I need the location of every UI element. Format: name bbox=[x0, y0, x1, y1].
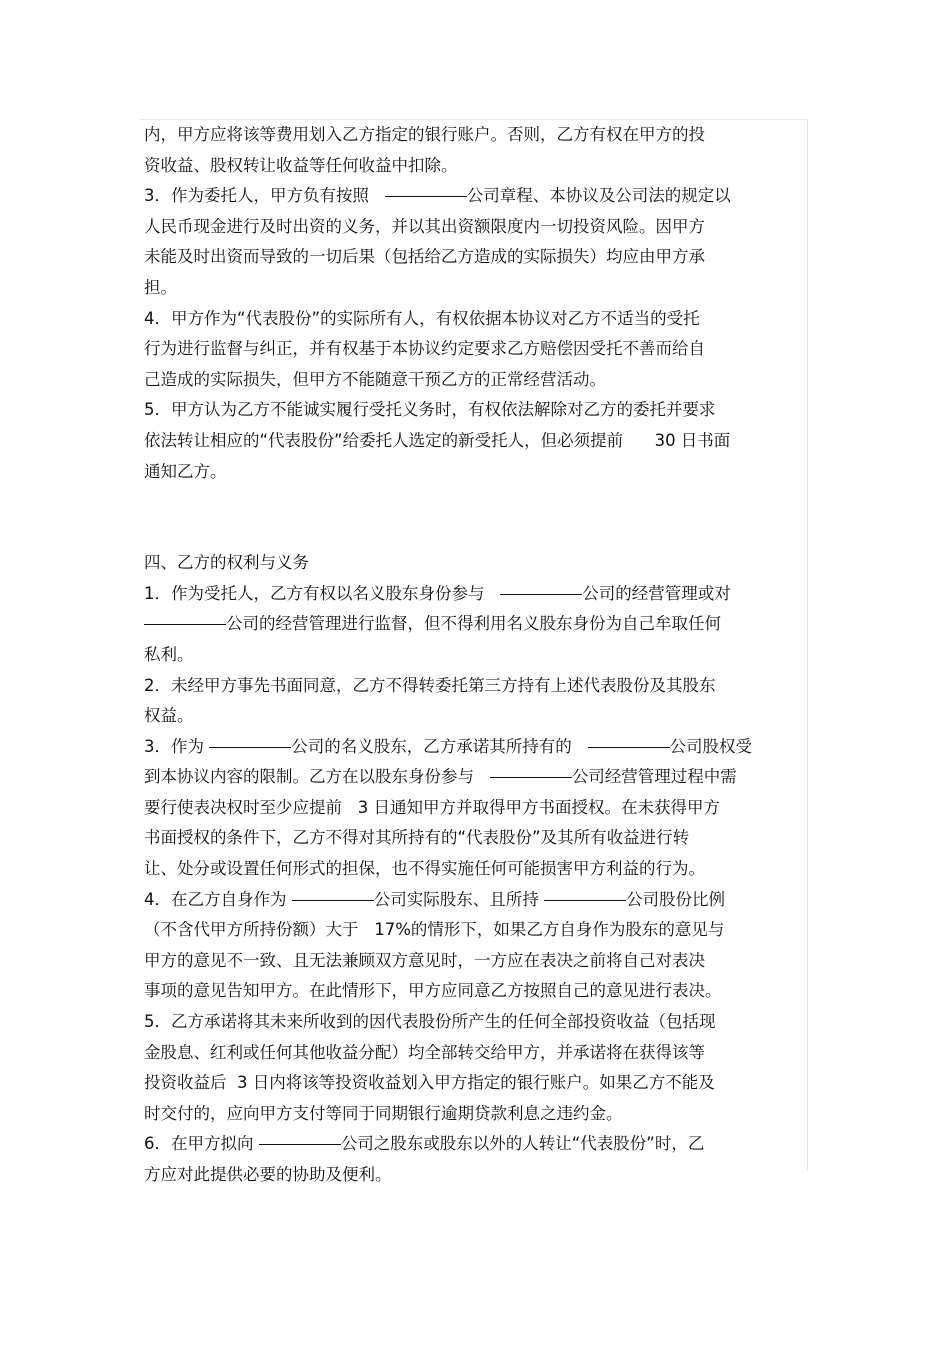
line-segment: 公司的经营管理进行监督，但不得利用名义股东身份为自己牟取任何 bbox=[226, 614, 721, 634]
fill-in-blank bbox=[292, 899, 374, 901]
line-segment: 3．作为委托人，甲方负有按照 bbox=[144, 186, 385, 206]
fill-in-blank bbox=[144, 623, 226, 625]
fill-in-blank bbox=[544, 899, 626, 901]
text-line bbox=[144, 762, 808, 793]
text-line: 资收益、股权转让收益等任何收益中扣除。 bbox=[144, 155, 458, 175]
text-line bbox=[144, 1129, 808, 1160]
document-body bbox=[144, 120, 808, 1191]
text-line: 人民币现金进行及时出资的义务，并以其出资额限度内一切投资风险。因甲方 bbox=[144, 216, 705, 236]
text-line: 己造成的实际损失，但甲方不能随意干预乙方的正常经营活动。 bbox=[144, 369, 606, 389]
text-line: 私利。 bbox=[144, 644, 194, 664]
fill-in-blank bbox=[588, 746, 670, 748]
line-segment: 公司实际股东、且所持 bbox=[373, 889, 544, 909]
text-line bbox=[144, 181, 808, 212]
text-line: 通知乙方。 bbox=[144, 461, 227, 481]
line-segment: 4．在乙方自身作为 bbox=[144, 889, 292, 909]
text-line: 时交付的，应向甲方支付等同于同期银行逾期贷款利息之违约金。 bbox=[144, 1103, 623, 1123]
text-line: 5．甲方认为乙方不能诚实履行受托义务时，有权依法解除对乙方的委托并要求 bbox=[144, 400, 716, 420]
text-line: 未能及时出资而导致的一切后果（包括给乙方造成的实际损失）均应由甲方承 bbox=[144, 247, 705, 267]
text-line: 行为进行监督与纠正，并有权基于本协议约定要求乙方赔偿因受托不善而给自 bbox=[144, 339, 705, 359]
line-segment: 到本协议内容的限制。乙方在以股东身份参与 bbox=[144, 767, 490, 787]
line-segment: 公司之股东或股东以外的人转让“代表股份”时，乙 bbox=[340, 1134, 705, 1154]
fill-in-blank bbox=[209, 746, 291, 748]
line-segment: 公司的经营管理或对 bbox=[582, 583, 731, 603]
line-segment: 公司股份比例 bbox=[626, 889, 725, 909]
section-gap bbox=[144, 487, 808, 548]
text-line: 权益。 bbox=[144, 706, 194, 726]
section-heading: 四、乙方的权利与义务 bbox=[144, 553, 309, 573]
text-line: 投资收益后 3 日内将该等投资收益划入甲方指定的银行账户。如果乙方不能及 bbox=[144, 1073, 715, 1093]
fill-in-blank bbox=[490, 776, 572, 778]
text-line: 金股息、红利或任何其他收益分配）均全部转交给甲方，并承诺将在获得该等 bbox=[144, 1042, 705, 1062]
line-segment: 公司的名义股东，乙方承诺其所持有的 bbox=[291, 736, 588, 756]
text-line bbox=[144, 732, 808, 763]
fill-in-blank bbox=[385, 195, 467, 197]
text-line bbox=[144, 609, 808, 640]
text-line: 内，甲方应将该等费用划入乙方指定的银行账户。否则，乙方有权在甲方的投 bbox=[144, 125, 705, 144]
text-line bbox=[144, 885, 808, 916]
text-line: 书面授权的条件下，乙方不得对其所持有的“代表股份”及其所有收益进行转 bbox=[144, 828, 690, 848]
text-line: 担。 bbox=[144, 277, 177, 297]
line-segment: 公司章程、本协议及公司法的规定以 bbox=[466, 186, 731, 206]
text-line: 甲方的意见不一致、且无法兼顾双方意见时，一方应在表决之前将自己对表决 bbox=[144, 950, 705, 970]
fill-in-blank bbox=[259, 1143, 341, 1145]
text-line: 依法转让相应的“代表股份”给委托人选定的新受托人，但必须提前 30 日书面 bbox=[144, 430, 731, 450]
text-line: 4．甲方作为“代表股份”的实际所有人，有权依据本协议对乙方不适当的受托 bbox=[144, 308, 700, 328]
text-line: 方应对此提供必要的协助及便利。 bbox=[144, 1165, 392, 1184]
text-line: 2．未经甲方事先书面同意，乙方不得转委托第三方持有上述代表股份及其股东 bbox=[144, 675, 716, 695]
fill-in-blank bbox=[500, 593, 582, 595]
text-line: （不含代甲方所持份额）大于 17%的情形下，如果乙方自身作为股东的意见与 bbox=[144, 920, 725, 940]
text-line: 要行使表决权时至少应提前 3 日通知甲方并取得甲方书面授权。在未获得甲方 bbox=[144, 797, 720, 817]
text-line bbox=[144, 579, 808, 610]
line-segment: 1．作为受托人，乙方有权以名义股东身份参与 bbox=[144, 583, 501, 603]
line-segment: 6．在甲方拟向 bbox=[144, 1134, 259, 1154]
text-line: 5．乙方承诺将其未来所收到的因代表股份所产生的任何全部投资收益（包括现 bbox=[144, 1012, 716, 1032]
line-segment: 3．作为 bbox=[144, 736, 210, 756]
line-segment: 公司经营管理过程中需 bbox=[571, 767, 737, 787]
line-segment: 公司股权受 bbox=[669, 736, 752, 756]
text-line: 事项的意见告知甲方。在此情形下，甲方应同意乙方按照自己的意见进行表决。 bbox=[144, 981, 722, 1001]
text-line: 让、处分或设置任何形式的担保，也不得实施任何可能损害甲方利益的行为。 bbox=[144, 859, 705, 879]
